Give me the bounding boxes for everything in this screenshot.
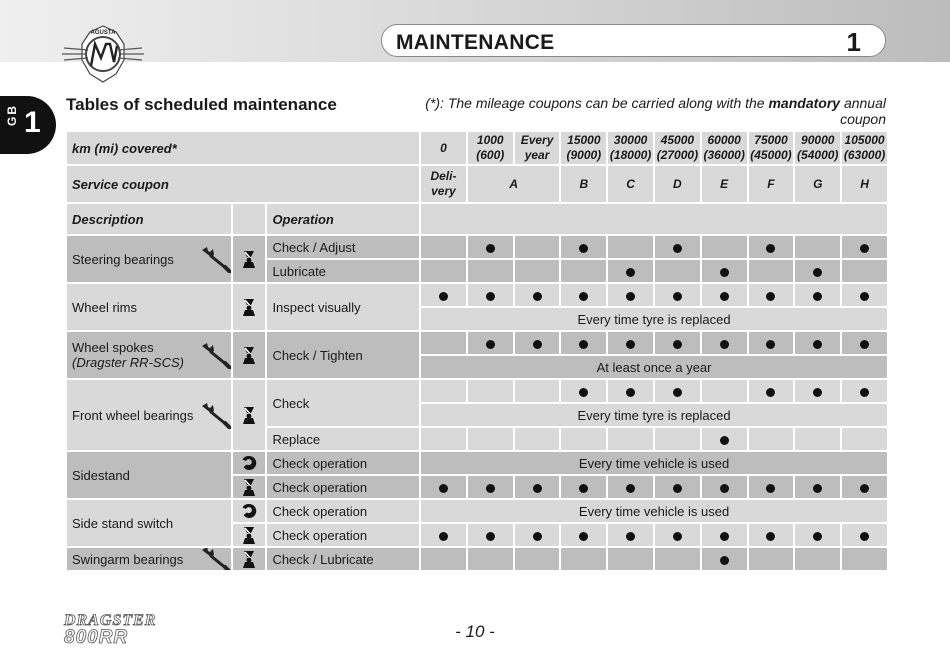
km-label: km (mi) covered* bbox=[67, 132, 419, 164]
schedule-cell bbox=[702, 284, 747, 306]
operator-cell bbox=[233, 380, 266, 450]
service-dot bbox=[533, 532, 542, 541]
component-name: Wheel spokes (Dragster RR-SCS) bbox=[67, 332, 231, 378]
schedule-cell bbox=[421, 284, 466, 306]
service-dot bbox=[626, 268, 635, 277]
interval-note: At least once a year bbox=[421, 356, 887, 378]
schedule-cell bbox=[655, 428, 700, 450]
schedule-cell bbox=[515, 260, 560, 282]
column-header-row bbox=[67, 204, 887, 234]
schedule-cell bbox=[655, 476, 700, 498]
service-dot bbox=[673, 292, 682, 301]
service-dot bbox=[673, 244, 682, 253]
service-dot bbox=[673, 484, 682, 493]
service-dot bbox=[626, 484, 635, 493]
schedule-cell bbox=[561, 284, 606, 306]
service-dot bbox=[813, 532, 822, 541]
schedule-cell bbox=[468, 524, 513, 546]
schedule-cell bbox=[749, 524, 794, 546]
component-name: Wheel rims bbox=[67, 284, 231, 330]
operation-label: Check operation bbox=[267, 524, 419, 546]
table-row bbox=[67, 284, 887, 306]
schedule-cell bbox=[795, 332, 840, 354]
mechanic-icon bbox=[241, 405, 257, 425]
schedule-cell bbox=[795, 548, 840, 570]
header-spacer bbox=[421, 204, 887, 234]
operator-cell bbox=[233, 476, 266, 498]
schedule-cell bbox=[608, 236, 653, 258]
schedule-cell bbox=[795, 380, 840, 402]
schedule-cell bbox=[421, 236, 466, 258]
operator-cell bbox=[233, 284, 266, 330]
service-dot bbox=[720, 556, 729, 565]
operation-label: Check operation bbox=[267, 452, 419, 474]
service-dot bbox=[766, 532, 775, 541]
service-dot bbox=[720, 340, 729, 349]
schedule-cell bbox=[561, 236, 606, 258]
service-dot bbox=[720, 484, 729, 493]
service-dot bbox=[533, 484, 542, 493]
service-dot bbox=[673, 388, 682, 397]
schedule-cell bbox=[561, 260, 606, 282]
service-dot bbox=[766, 292, 775, 301]
km-header: 30000 (18000) bbox=[609, 133, 652, 162]
mechanic-icon bbox=[241, 345, 257, 365]
schedule-cell bbox=[608, 476, 653, 498]
schedule-cell bbox=[702, 380, 747, 402]
schedule-cell bbox=[842, 236, 887, 258]
schedule-cell bbox=[561, 380, 606, 402]
service-dot bbox=[579, 484, 588, 493]
schedule-cell bbox=[655, 548, 700, 570]
service-dot bbox=[533, 340, 542, 349]
maintenance-table bbox=[65, 130, 889, 572]
coupon-header: E bbox=[702, 166, 747, 202]
wrench-icon bbox=[199, 548, 231, 570]
schedule-cell bbox=[842, 476, 887, 498]
service-dot bbox=[860, 532, 869, 541]
schedule-cell bbox=[749, 332, 794, 354]
mechanic-icon bbox=[241, 525, 257, 545]
schedule-cell bbox=[468, 332, 513, 354]
coupon-header: D bbox=[655, 166, 700, 202]
operation-label: Check bbox=[267, 380, 419, 426]
schedule-cell bbox=[608, 284, 653, 306]
schedule-cell bbox=[749, 548, 794, 570]
mv-agusta-logo bbox=[58, 18, 148, 90]
service-dot bbox=[626, 532, 635, 541]
language-code: GB bbox=[5, 104, 19, 126]
operator-cell bbox=[233, 236, 266, 282]
operation-label: Check / Lubricate bbox=[267, 548, 419, 570]
schedule-cell bbox=[608, 428, 653, 450]
schedule-cell bbox=[561, 524, 606, 546]
schedule-cell bbox=[655, 380, 700, 402]
km-header: 75000 (45000) bbox=[750, 133, 792, 162]
operator-cell bbox=[233, 524, 266, 546]
service-dot bbox=[860, 244, 869, 253]
km-header-row bbox=[67, 132, 887, 164]
service-dot bbox=[813, 484, 822, 493]
page-heading: Tables of scheduled maintenance bbox=[66, 95, 337, 114]
table-row bbox=[67, 380, 887, 402]
schedule-cell bbox=[842, 428, 887, 450]
page-number: - 10 - bbox=[455, 622, 495, 641]
km-header: 45000 (27000) bbox=[656, 133, 699, 162]
service-dot bbox=[626, 292, 635, 301]
owner-icon bbox=[241, 455, 257, 471]
service-dot bbox=[860, 484, 869, 493]
schedule-cell bbox=[421, 476, 466, 498]
schedule-cell bbox=[842, 284, 887, 306]
schedule-cell bbox=[515, 428, 560, 450]
schedule-cell bbox=[515, 380, 560, 402]
schedule-cell bbox=[795, 524, 840, 546]
description-header: Description bbox=[67, 204, 231, 234]
schedule-cell bbox=[655, 524, 700, 546]
service-dot bbox=[766, 484, 775, 493]
schedule-cell bbox=[561, 548, 606, 570]
mechanic-icon bbox=[241, 549, 257, 569]
schedule-cell bbox=[749, 260, 794, 282]
schedule-cell bbox=[515, 236, 560, 258]
coupon-header: A bbox=[468, 166, 560, 202]
tab-chapter-number: 1 bbox=[24, 106, 41, 139]
schedule-cell bbox=[421, 524, 466, 546]
coupon-header-row bbox=[67, 166, 887, 202]
operation-label: Check / Adjust bbox=[267, 236, 419, 258]
service-dot bbox=[720, 292, 729, 301]
service-dot bbox=[813, 340, 822, 349]
km-header: 105000 (63000) bbox=[843, 133, 886, 162]
schedule-cell bbox=[608, 332, 653, 354]
schedule-cell bbox=[842, 260, 887, 282]
schedule-cell bbox=[468, 380, 513, 402]
operation-label: Check operation bbox=[267, 500, 419, 522]
service-dot bbox=[860, 292, 869, 301]
schedule-cell bbox=[421, 548, 466, 570]
service-dot bbox=[579, 532, 588, 541]
coupon-label: Service coupon bbox=[67, 166, 419, 202]
km-header: 1000 (600) bbox=[468, 132, 513, 164]
schedule-cell bbox=[702, 260, 747, 282]
header-spacer bbox=[233, 204, 266, 234]
operation-label: Inspect visually bbox=[267, 284, 419, 330]
owner-icon bbox=[241, 503, 257, 519]
schedule-cell bbox=[702, 548, 747, 570]
svg-text:AGUSTA: AGUSTA bbox=[90, 30, 116, 36]
km-header: 90000 (54000) bbox=[797, 133, 839, 162]
mechanic-icon bbox=[241, 249, 257, 269]
schedule-cell bbox=[421, 380, 466, 402]
service-dot bbox=[439, 292, 448, 301]
schedule-cell bbox=[515, 524, 560, 546]
km-header: 60000 (36000) bbox=[703, 133, 745, 162]
schedule-cell bbox=[795, 284, 840, 306]
schedule-cell bbox=[749, 284, 794, 306]
table-row bbox=[67, 332, 887, 354]
component-name: Front wheel bearings bbox=[67, 380, 231, 450]
schedule-cell bbox=[842, 548, 887, 570]
schedule-cell bbox=[795, 428, 840, 450]
schedule-cell bbox=[842, 380, 887, 402]
operation-label: Replace bbox=[267, 428, 419, 450]
schedule-cell bbox=[702, 524, 747, 546]
operation-label: Lubricate bbox=[267, 260, 419, 282]
wrench-icon bbox=[199, 341, 231, 369]
schedule-cell bbox=[468, 476, 513, 498]
operator-cell bbox=[233, 500, 266, 522]
coupon-header: G bbox=[795, 166, 840, 202]
service-dot bbox=[626, 388, 635, 397]
km-header: Every year bbox=[515, 132, 560, 164]
table-row bbox=[67, 500, 887, 522]
mechanic-icon bbox=[241, 477, 257, 497]
schedule-cell bbox=[702, 476, 747, 498]
schedule-cell bbox=[749, 428, 794, 450]
schedule-cell bbox=[608, 524, 653, 546]
schedule-cell bbox=[702, 428, 747, 450]
table-row bbox=[67, 452, 887, 474]
coupon-header: F bbox=[749, 166, 794, 202]
service-dot bbox=[720, 268, 729, 277]
km-header: 0 bbox=[421, 132, 466, 164]
table-row bbox=[67, 236, 887, 258]
schedule-cell bbox=[421, 332, 466, 354]
language-tab bbox=[0, 96, 56, 154]
service-dot bbox=[579, 244, 588, 253]
schedule-cell bbox=[608, 380, 653, 402]
schedule-cell bbox=[468, 236, 513, 258]
operator-cell bbox=[233, 332, 266, 378]
component-name: Swingarm bearings bbox=[67, 548, 231, 570]
operator-cell bbox=[233, 452, 266, 474]
table-row bbox=[67, 548, 887, 570]
schedule-cell bbox=[468, 548, 513, 570]
service-dot bbox=[860, 388, 869, 397]
service-dot bbox=[813, 388, 822, 397]
chapter-number: 1 bbox=[846, 27, 861, 57]
component-name: Steering bearings bbox=[67, 236, 231, 282]
schedule-cell bbox=[421, 428, 466, 450]
schedule-cell bbox=[749, 380, 794, 402]
schedule-cell bbox=[561, 476, 606, 498]
schedule-cell bbox=[515, 284, 560, 306]
wrench-icon bbox=[199, 401, 231, 429]
component-name: Side stand switch bbox=[67, 500, 231, 546]
schedule-cell bbox=[515, 332, 560, 354]
section-title: MAINTENANCE bbox=[396, 31, 555, 54]
schedule-cell bbox=[749, 476, 794, 498]
service-dot bbox=[486, 532, 495, 541]
service-dot bbox=[766, 340, 775, 349]
schedule-cell bbox=[795, 476, 840, 498]
schedule-cell bbox=[655, 332, 700, 354]
service-dot bbox=[439, 532, 448, 541]
service-dot bbox=[579, 340, 588, 349]
svg-text:DRAGSTER: DRAGSTER bbox=[64, 612, 157, 629]
schedule-cell bbox=[515, 476, 560, 498]
service-dot bbox=[533, 292, 542, 301]
interval-note: Every time vehicle is used bbox=[421, 452, 887, 474]
service-dot bbox=[486, 244, 495, 253]
schedule-cell bbox=[468, 260, 513, 282]
operation-label: Check / Tighten bbox=[267, 332, 419, 378]
schedule-cell bbox=[468, 284, 513, 306]
interval-note: Every time vehicle is used bbox=[421, 500, 887, 522]
service-dot bbox=[626, 340, 635, 349]
operation-label: Check operation bbox=[267, 476, 419, 498]
interval-note: Every time tyre is replaced bbox=[421, 308, 887, 330]
schedule-cell bbox=[515, 548, 560, 570]
schedule-cell bbox=[655, 260, 700, 282]
service-dot bbox=[720, 436, 729, 445]
operator-cell bbox=[233, 548, 266, 570]
coupon-header: Deli- very bbox=[421, 166, 466, 202]
wrench-icon bbox=[199, 245, 231, 273]
schedule-cell bbox=[421, 260, 466, 282]
schedule-cell bbox=[842, 332, 887, 354]
schedule-cell bbox=[842, 524, 887, 546]
operation-header: Operation bbox=[267, 204, 419, 234]
schedule-cell bbox=[608, 548, 653, 570]
component-name: Sidestand bbox=[67, 452, 231, 498]
service-dot bbox=[579, 388, 588, 397]
service-dot bbox=[813, 292, 822, 301]
section-title-bar bbox=[381, 24, 886, 57]
svg-text:800RR: 800RR bbox=[64, 627, 129, 646]
service-dot bbox=[766, 244, 775, 253]
schedule-cell bbox=[561, 428, 606, 450]
coupon-header: H bbox=[842, 166, 887, 202]
schedule-cell bbox=[702, 236, 747, 258]
schedule-cell bbox=[561, 332, 606, 354]
schedule-cell bbox=[655, 236, 700, 258]
schedule-cell bbox=[795, 236, 840, 258]
coupon-header: B bbox=[561, 166, 606, 202]
service-dot bbox=[673, 532, 682, 541]
schedule-cell bbox=[655, 284, 700, 306]
coupon-header: C bbox=[608, 166, 653, 202]
service-dot bbox=[486, 484, 495, 493]
mechanic-icon bbox=[241, 297, 257, 317]
mileage-note: (*): The mileage coupons can be carried along with the mandatory annual coupon bbox=[425, 95, 886, 127]
schedule-cell bbox=[795, 260, 840, 282]
service-dot bbox=[486, 292, 495, 301]
service-dot bbox=[720, 532, 729, 541]
schedule-cell bbox=[749, 236, 794, 258]
service-dot bbox=[439, 484, 448, 493]
interval-note: Every time tyre is replaced bbox=[421, 404, 887, 426]
schedule-cell bbox=[702, 332, 747, 354]
km-header: 15000 (9000) bbox=[561, 132, 606, 164]
schedule-cell bbox=[468, 428, 513, 450]
service-dot bbox=[579, 292, 588, 301]
service-dot bbox=[486, 340, 495, 349]
service-dot bbox=[860, 340, 869, 349]
schedule-cell bbox=[608, 260, 653, 282]
service-dot bbox=[813, 268, 822, 277]
service-dot bbox=[766, 388, 775, 397]
service-dot bbox=[673, 340, 682, 349]
